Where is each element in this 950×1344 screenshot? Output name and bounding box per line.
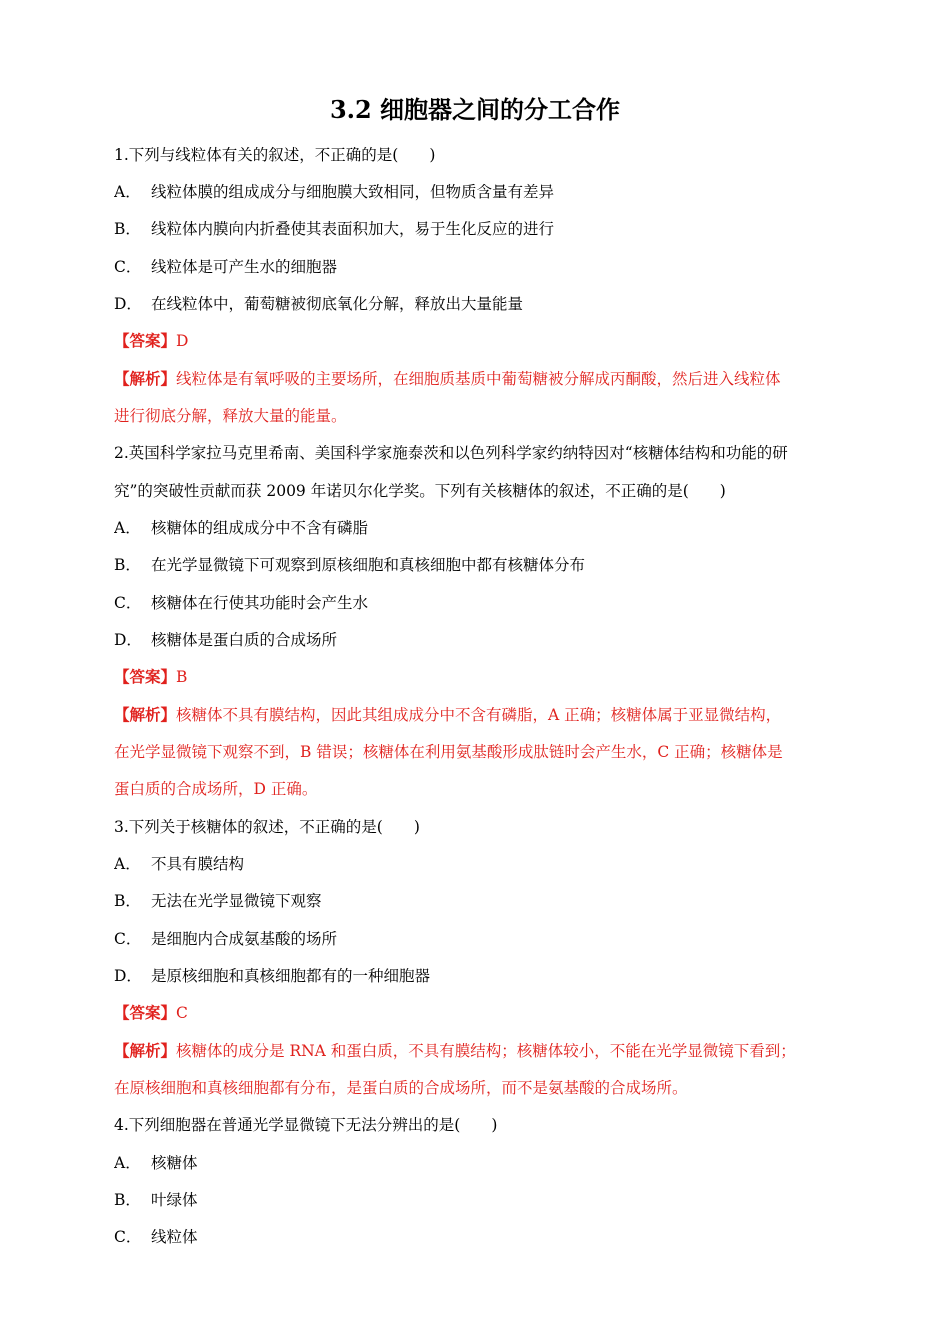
question-1-analysis-line-2: 进行彻底分解，释放大量的能量。: [114, 407, 347, 425]
option-letter: B．: [114, 556, 141, 574]
question-1-stem: 1.下列与线粒体有关的叙述，不正确的是( ): [114, 146, 436, 164]
analysis-tag: 【解析】: [114, 705, 177, 724]
analysis-tag: 【解析】: [114, 369, 177, 388]
option-letter: A．: [114, 519, 141, 537]
analysis-text: 核糖体的成分是 RNA 和蛋白质，不具有膜结构；核糖体较小，不能在光学显微镜下看到；: [176, 1042, 796, 1060]
option-text: 线粒体: [151, 1228, 198, 1246]
question-2-analysis-line-2: 在光学显微镜下观察不到，B 错误；核糖体在利用氨基酸形成肽链时会产生水，C 正确；核糖体是: [114, 743, 783, 761]
option-text: 是原核细胞和真核细胞都有的一种细胞器: [151, 967, 431, 985]
option-text: 线粒体膜的组成成分与细胞膜大致相同，但物质含量有差异: [151, 183, 555, 201]
question-3-analysis-line-1: [114, 1040, 844, 1062]
question-1-option-d: [114, 293, 844, 315]
question-2-stem-line-2: 究”的突破性贡献而获 2009 年诺贝尔化学奖。下列有关核糖体的叙述，不正确的是( ): [114, 482, 726, 500]
option-text: 在光学显微镜下可观察到原核细胞和真核细胞中都有核糖体分布: [151, 556, 586, 574]
question-4-option-c: [114, 1226, 844, 1248]
question-2-option-d: [114, 629, 844, 651]
question-1-analysis-line-1: [114, 368, 844, 390]
option-text: 是细胞内合成氨基酸的场所: [151, 930, 338, 948]
question-2-analysis-line-1: [114, 704, 844, 726]
option-letter: D．: [114, 295, 142, 313]
answer-value: D: [176, 332, 189, 350]
option-letter: C．: [114, 1228, 142, 1246]
question-1-option-c: [114, 256, 844, 278]
analysis-tag: 【解析】: [114, 1041, 177, 1060]
option-text: 核糖体: [151, 1154, 198, 1172]
option-text: 线粒体内膜向内折叠使其表面积加大，易于生化反应的进行: [151, 220, 555, 238]
option-text: 核糖体在行使其功能时会产生水: [151, 594, 369, 612]
option-text: 核糖体是蛋白质的合成场所: [151, 631, 338, 649]
question-2-analysis-line-3: 蛋白质的合成场所，D 正确。: [114, 780, 318, 798]
question-4-option-a: [114, 1152, 844, 1174]
option-letter: C．: [114, 258, 142, 276]
question-3-option-a: [114, 853, 844, 875]
option-text: 无法在光学显微镜下观察: [151, 892, 322, 910]
answer-value: B: [176, 668, 188, 686]
question-3-stem: 3.下列关于核糖体的叙述，不正确的是( ): [114, 818, 420, 836]
option-letter: B．: [114, 892, 141, 910]
option-letter: B．: [114, 220, 141, 238]
option-letter: D．: [114, 631, 142, 649]
question-3-analysis-line-2: 在原核细胞和真核细胞都有分布，是蛋白质的合成场所，而不是氨基酸的合成场所。: [114, 1079, 688, 1097]
question-2-option-a: [114, 517, 844, 539]
question-2-stem-line-1: 2.英国科学家拉马克里希南、美国科学家施泰茨和以色列科学家约纳特因对“核糖体结构和功能的研: [114, 444, 788, 462]
question-3-option-d: [114, 965, 844, 987]
option-letter: C．: [114, 930, 142, 948]
question-1-answer: [114, 330, 844, 352]
option-letter: A．: [114, 855, 141, 873]
answer-tag: 【答案】: [114, 1003, 177, 1022]
answer-tag: 【答案】: [114, 331, 177, 350]
question-3-option-b: [114, 890, 844, 912]
answer-tag: 【答案】: [114, 667, 177, 686]
option-text: 叶绿体: [151, 1191, 198, 1209]
question-1-option-a: [114, 181, 844, 203]
question-2-answer: [114, 666, 844, 688]
option-text: 线粒体是可产生水的细胞器: [151, 258, 338, 276]
page-title: 3.2 细胞器之间的分工合作: [329, 95, 621, 124]
question-4-option-b: [114, 1189, 844, 1211]
option-letter: A．: [114, 1154, 141, 1172]
option-letter: C．: [114, 594, 142, 612]
option-text: 不具有膜结构: [151, 855, 245, 873]
option-letter: B．: [114, 1191, 141, 1209]
answer-value: C: [176, 1004, 188, 1022]
analysis-text: 线粒体是有氧呼吸的主要场所，在细胞质基质中葡萄糖被分解成丙酮酸，然后进入线粒体: [176, 370, 781, 388]
question-4-stem: 4.下列细胞器在普通光学显微镜下无法分辨出的是( ): [114, 1116, 498, 1134]
question-1-option-b: [114, 218, 844, 240]
option-letter: D．: [114, 967, 142, 985]
question-3-answer: [114, 1002, 844, 1024]
option-text: 核糖体的组成成分中不含有磷脂: [151, 519, 369, 537]
option-text: 在线粒体中，葡萄糖被彻底氧化分解，释放出大量能量: [151, 295, 524, 313]
analysis-text: 核糖体不具有膜结构，因此其组成成分中不含有磷脂，A 正确；核糖体属于亚显微结构，: [176, 706, 782, 724]
question-2-option-b: [114, 554, 844, 576]
option-letter: A．: [114, 183, 141, 201]
question-2-option-c: [114, 592, 844, 614]
question-3-option-c: [114, 928, 844, 950]
